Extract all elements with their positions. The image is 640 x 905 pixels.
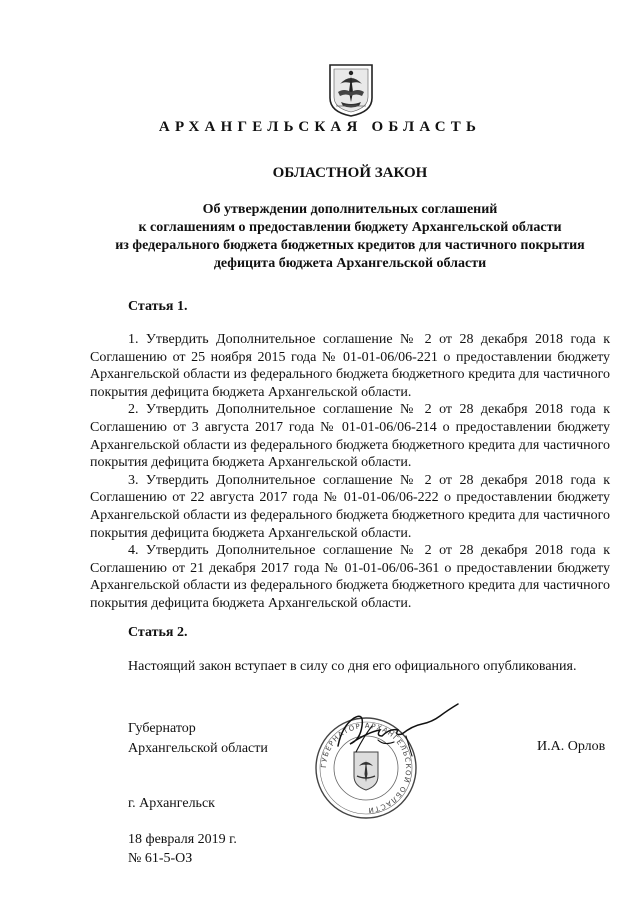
law-title-line: из федерального бюджета бюджетных кредитов для частичного покрытия — [115, 238, 585, 253]
law-title-line: дефицита бюджета Архангельской области — [213, 256, 487, 271]
signatory-name: И.А. Орлов — [537, 739, 606, 754]
law-title — [80, 201, 620, 273]
signatory-region: Архангельской области — [128, 741, 268, 756]
law-date: 18 февраля 2019 г. — [128, 832, 237, 847]
article-1-heading: Статья 1. — [128, 299, 188, 314]
document-type: ОБЛАСТНОЙ ЗАКОН — [272, 165, 428, 181]
handwritten-signature-icon — [320, 696, 470, 766]
signatory-title: Губернатор — [128, 721, 196, 736]
article-1-paragraph-4: 4. Утвердить Дополнительное соглашение № 2 от 28 декабря 2018 года к Соглашению от 21 декабря 2017 года № 01-01-06/06-361 о предоставлении бюджету Архангельской области из федерального бюджета бюджетного кредита для частичного покрытия дефицита бюджета Архангельской области. — [90, 543, 610, 611]
city: г. Архангельск — [128, 796, 215, 811]
law-date-and-number — [128, 830, 237, 868]
article-1-body — [90, 331, 610, 613]
law-title-line: Об утверждении дополнительных соглашений — [202, 202, 498, 217]
signatory-position — [128, 719, 268, 759]
article-1-paragraph-3: 3. Утвердить Дополнительное соглашение № 2 от 28 декабря 2018 года к Соглашению от 22 августа 2017 года № 01-01-06/06-222 о предоставлении бюджету Архангельской области из федерального бюджета бюджетного кредита для частичного покрытия дефицита бюджета Архангельской области. — [90, 472, 610, 541]
article-2-paragraph-1: Настоящий закон вступает в силу со дня его официального опубликования. — [128, 659, 577, 674]
article-2-body — [90, 658, 610, 676]
coat-of-arms-icon — [326, 62, 376, 118]
law-number: № 61-5-ОЗ — [128, 851, 193, 866]
article-1-paragraph-2: 2. Утвердить Дополнительное соглашение № 2 от 28 декабря 2018 года к Соглашению от 3 августа 2017 года № 01-01-06/06-214 о предоставлении бюджету Архангельской области из федерального бюджета бюджетного кредита для частичного покрытия дефицита бюджета Архангельской области. — [90, 402, 610, 471]
seal-text: ГУБЕРНАТОР АРХАНГЕЛЬСКОЙ ОБЛАСТИ — [319, 721, 413, 815]
region-name: АРХАНГЕЛЬСКАЯ ОБЛАСТЬ — [158, 119, 482, 135]
article-1-paragraph-1: 1. Утвердить Дополнительное соглашение № 2 от 28 декабря 2018 года к Соглашению от 25 ноября 2015 года № 01-01-06/06-221 о предоставлении бюджету Архангельской области из федерального бюджета бюджетного кредита для частичного покрытия дефицита бюджета Архангельской области. — [90, 332, 610, 400]
article-2-heading: Статья 2. — [128, 625, 188, 640]
law-title-line: к соглашениям о предоставлении бюджету Архангельской области — [138, 220, 562, 235]
